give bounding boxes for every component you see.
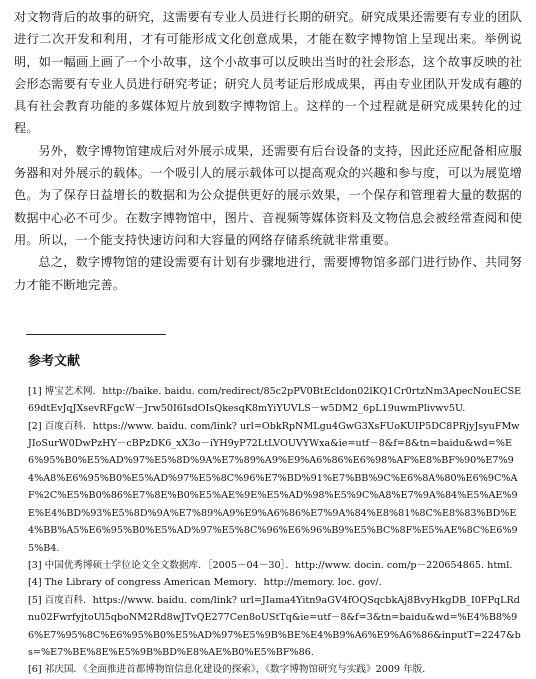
reference-item: [1] 博宝艺术网．http://baike. baidu. com/redirect/85c2pPV0BtEcldon02lKQ1Cr0rtzNm3ApecNouECSE69dtEvJqJXsevRFgcW－Jrw50I6IsdOIsQkesqK8mYiYUVLS－w5DM2_6pL19uwmPlivwv5U.	[28, 385, 522, 415]
reference-item: [5] 百度百科．https://www. baidu. com/link? url=JIama4Yitn9aGV4fOQSqcbkAj8BvyHkgDB_I0FPqLRdnu02FwrfyjtoUl5qboNM2Rd8wJTvQE277Cen8oUStTq&ie=utf－8&f=3&tn=baidu&wd=%E4%B8%96%E7%95%8C%E6%95%B0%E5%AD%97%E5%9B%BE%E4%B9%A6%E9%A6%86&inputT=2247&bs=%E7%BE%8E%E5%9B%BD%E8%AE%B0%E5%BF%86.	[28, 594, 521, 658]
reference-item: [4] The Library of congress American Memory．http://memory. loc. gov/.	[28, 577, 382, 589]
reference-item: [2] 百度百科．https://www. baidu. com/link? url=ObkRpNMLgu4GwG3XsFUoKUIP5DC8PRjyJsyuFMwJIoSurW0DwPzHY－cBPzDK6_xX3o－iYH9yP72LtLVOUVYWxa&ie=utf－8&f=8&tn=baidu&wd=%E6%95%B0%E5%AD%97%E5%8D%9A%E7%89%A9%E9%A6%86%E6%98%AF%E8%BF%90%E7%94%A8%E6%95%B0%E5%AD%97%E5%8C%96%E7%BD%91%E7%BB%9C%E6%8A%80%E6%9C%AF%2C%E5%B0%86%E7%8E%B0%E5%AE%9E%E5%AD%98%E5%9C%A8%E7%9A%84%E5%AE%9E%E4%BD%93%E5%8D%9A%E7%89%A9%E9%A6%86%E7%9A%84%E8%81%8C%E8%83%BD%E4%BB%A5%E6%95%B0%E5%AD%97%E5%8C%96%E6%96%B9%E5%BC%8F%E5%AE%8C%E6%95%B4.	[28, 420, 520, 554]
paragraph-continued: 对文物背后的故事的研究，这需要有专业人员进行长期的研究。研究成果还需要有专业的团队进行二次开发和利用，才有可能形成文化创意成果，才能在数字博物馆上呈现出来。举例说明，如一幅画上画了一个小故事，这个小故事可以反映出当时的社会形态，这个故事反映的社会形态需要有专业人员进行研究考证；研究人员考证后形成成果，再由专业团队开发成有趣的具有社会教育功能的多媒体短片放到数字博物馆上。这样的一个过程就是研究成果转化的过程。	[14, 10, 522, 136]
paragraph-data-center: 另外，数字博物馆建成后对外展示成果，还需要有后台设备的支持，因此还应配备相应服务器和对外展示的载体。一个吸引人的展示载体可以提高观众的兴趣和参与度，可以为展览增色。为了保存日益增长的数据和为公众提供更好的展示效果，一个保存和管理着大量的数据的数据中心必不可少。在数字博物馆中，图片、音视频等媒体资料及文物信息会被经常查阅和使用。所以，一个能支持快速访问和大容量的网络存储系统就非常重要。	[14, 143, 522, 247]
references-heading: 参考文献	[28, 353, 81, 369]
reference-item: [3] 中国优秀博硕士学位论文全文数据库．［2005－04－30］．http://www. docin. com/p－220654865. html.	[28, 559, 513, 571]
section-divider	[26, 334, 166, 335]
paragraph-conclusion: 总之，数字博物馆的建设需要有计划有步骤地进行，需要博物馆多部门进行协作、共同努力才能不断地完善。	[14, 255, 522, 292]
body-text	[14, 6, 522, 296]
references-list	[28, 383, 522, 679]
reference-item: [6] 祁庆国．《全面推进首都博物馆信息化建设的探索》，《数字博物馆研究与实践》2009 年版．	[28, 664, 432, 676]
